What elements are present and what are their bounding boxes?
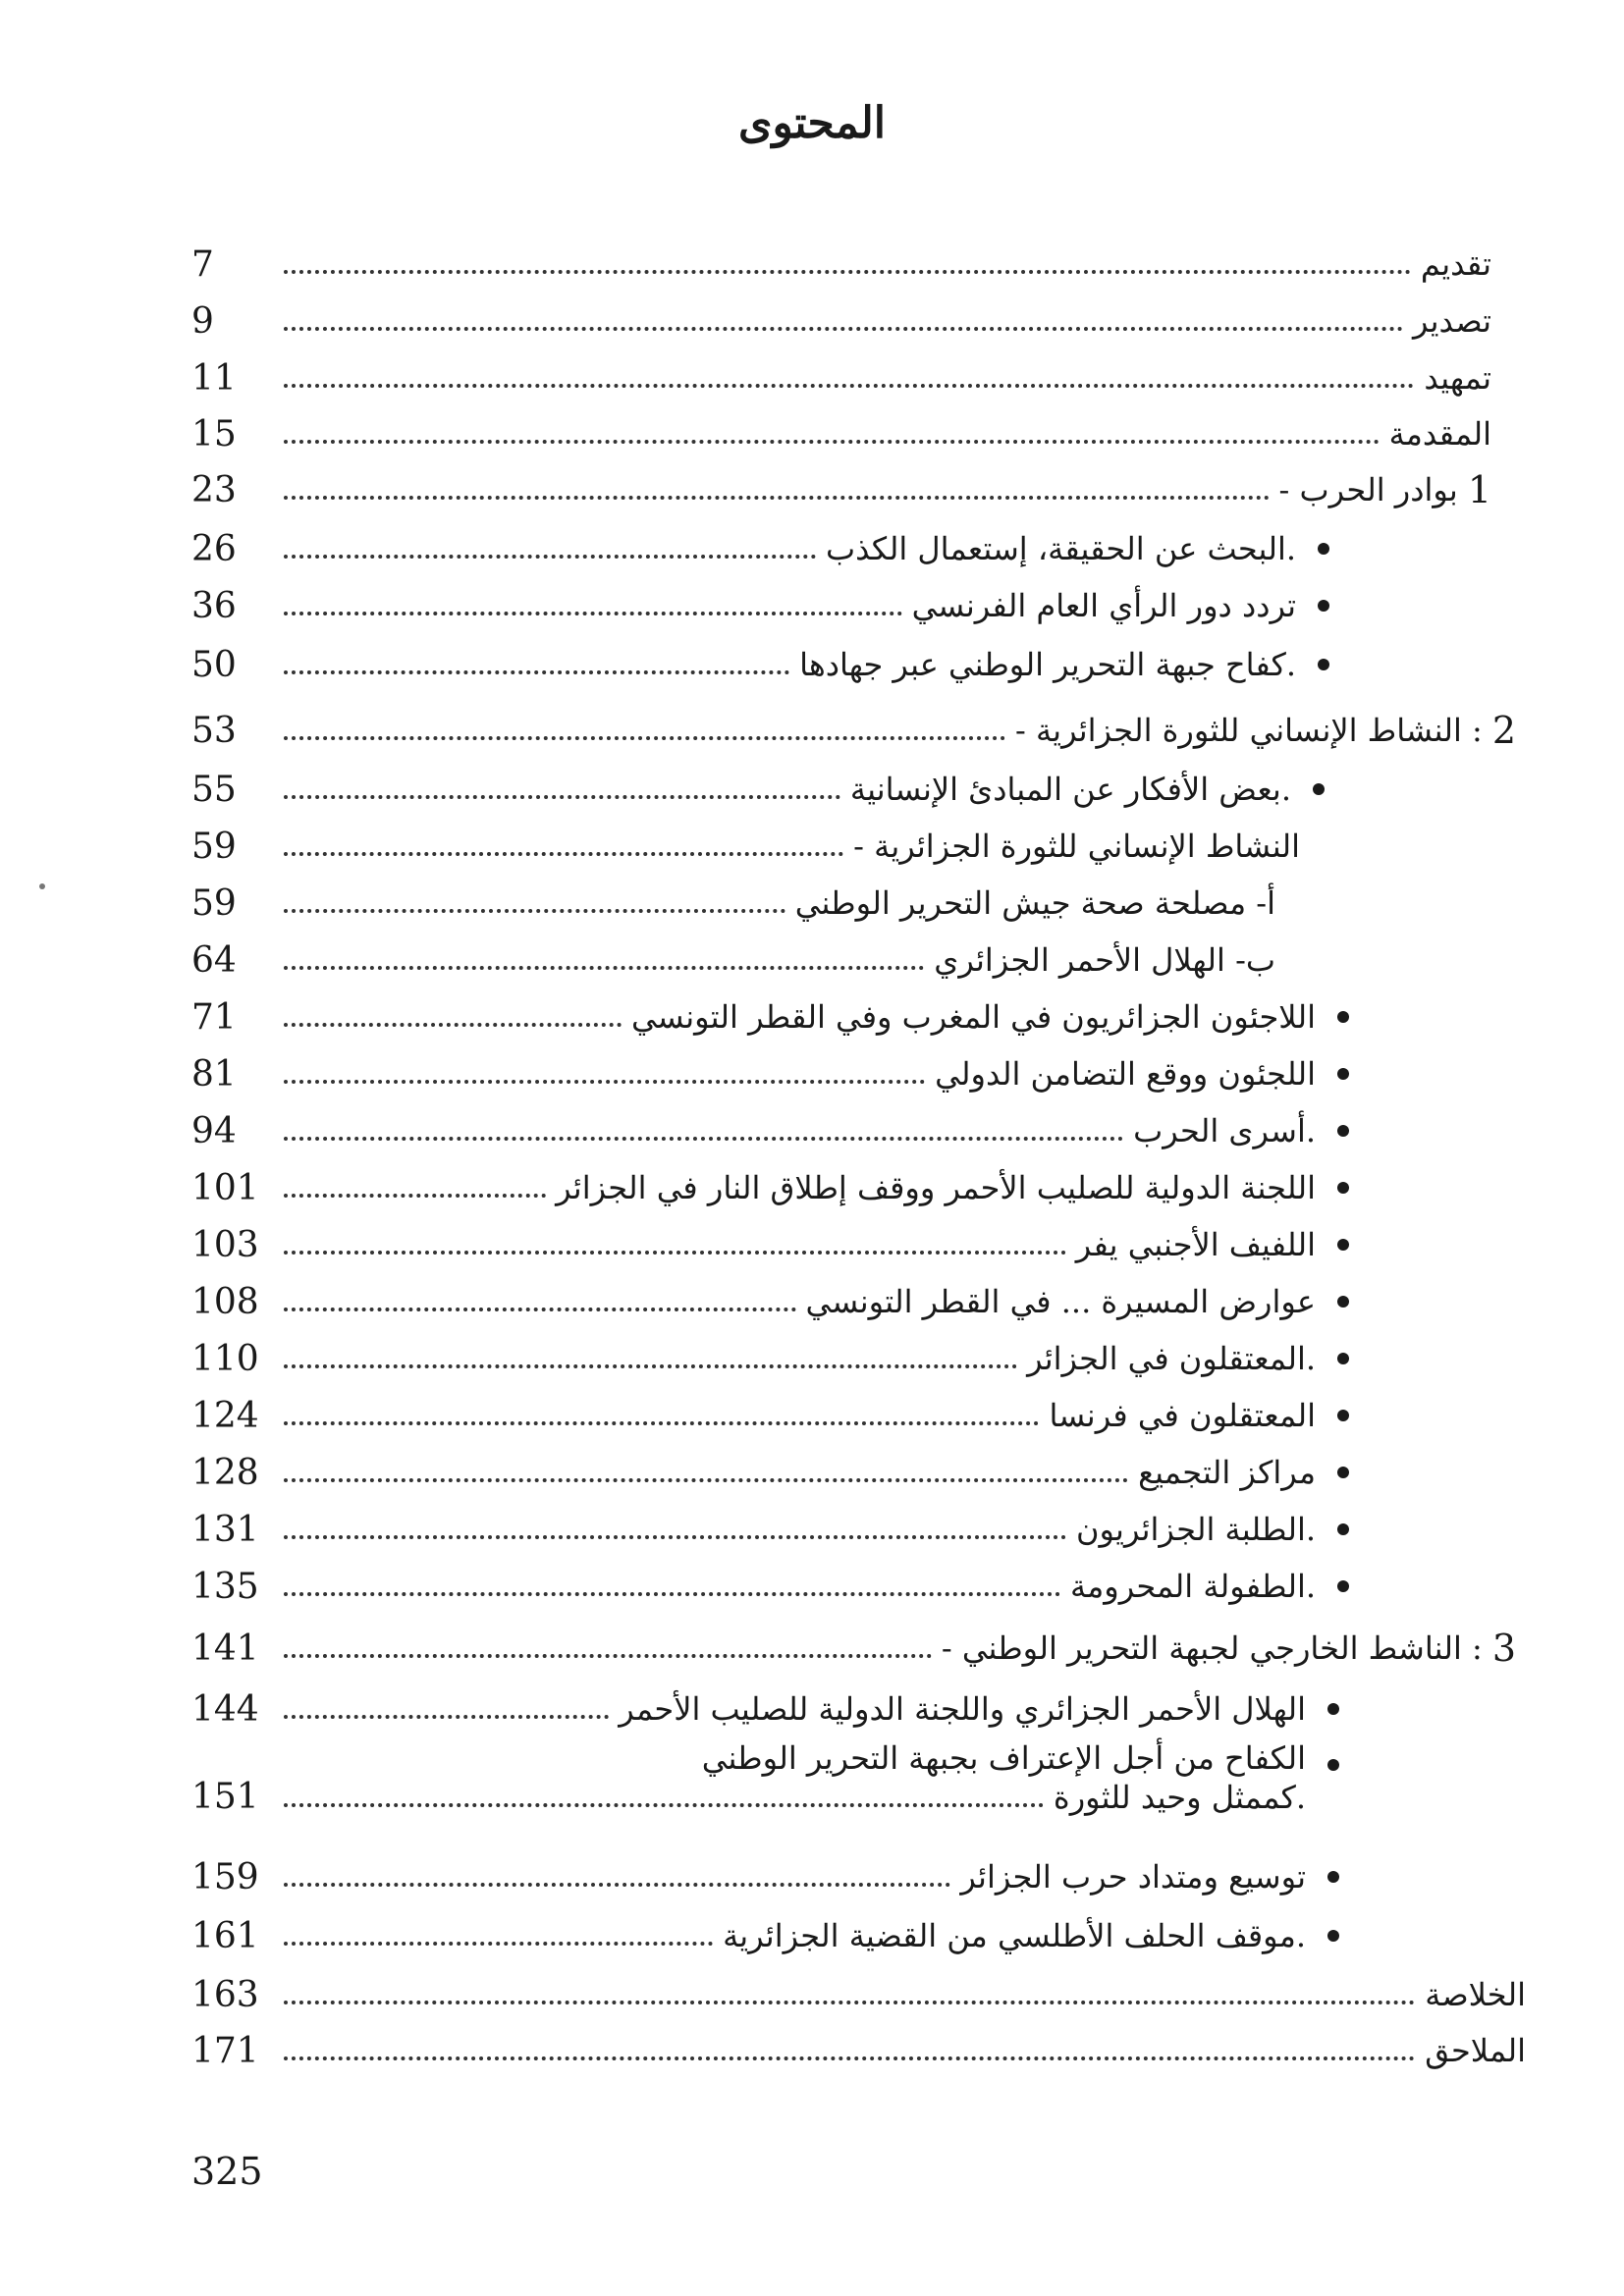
toc-entry-label: موقف الحلف الأطلسي من القضية الجزائرية.: [723, 1917, 1306, 1954]
dot-leader: [284, 795, 840, 799]
toc-entry: [191, 236, 1491, 293]
bullet-icon: [1313, 783, 1325, 795]
toc-entry-label: المعتقلون في فرنسا: [1049, 1397, 1316, 1434]
page-title: المحتوى: [738, 98, 886, 148]
toc-entry-label: - النشاط الإنساني للثورة الجزائرية: [853, 828, 1300, 865]
toc-entry-page: 128: [191, 1452, 259, 1493]
toc-entry-page: 144: [191, 1688, 259, 1730]
toc-entry-page: 15: [191, 413, 237, 454]
dot-leader: [284, 736, 1005, 740]
dot-leader: [284, 1883, 950, 1887]
toc-entry: [191, 293, 1491, 349]
toc-entry-page: 9: [191, 300, 214, 342]
toc-entry: [191, 577, 1329, 634]
toc-entry-label: عوارض المسيرة ... في القطر التونسي: [805, 1283, 1316, 1320]
bullet-icon: [1318, 600, 1329, 612]
toc-entry-label: اللجنة الدولية للصليب الأحمر ووقف إطلاق النار في الجزائر: [556, 1169, 1316, 1206]
dot-leader: [284, 384, 1414, 388]
dot-leader: [284, 270, 1411, 274]
toc-entry-page: 171: [191, 2030, 259, 2071]
toc-entry: [191, 932, 1275, 988]
toc-entry: [191, 520, 1329, 577]
toc-entry-label: اللفيف الأجنبي يفر: [1075, 1226, 1316, 1263]
toc-entry: [191, 1739, 1339, 1834]
toc-entry-label: أ- مصلحة صحة جيش التحرير الوطني: [794, 884, 1275, 922]
dot-leader: [284, 909, 785, 913]
toc-entry: [191, 988, 1349, 1045]
toc-entry-label: تردد دور الرأي العام الفرنسي: [911, 587, 1296, 624]
toc-entry-label: الكفاح من أجل الإعتراف بجبهة التحرير الوطني: [701, 1739, 1306, 1777]
toc-entry: [191, 1907, 1339, 1964]
dot-leader: [284, 1421, 1039, 1425]
toc-entry-label: الخلاصة: [1425, 1976, 1526, 2013]
toc-entry-label: أسرى الحرب.: [1133, 1112, 1316, 1149]
toc-entry: [191, 1387, 1349, 1444]
toc-entry-page: 59: [191, 826, 237, 867]
toc-entry: [191, 636, 1329, 693]
toc-entry-page: 53: [191, 710, 237, 751]
toc-section-heading: [191, 702, 1516, 759]
toc-entry-continuation: [191, 1777, 1306, 1817]
dot-leader: [284, 670, 789, 674]
toc-entry-page: 110: [191, 1338, 259, 1379]
toc-entry-label: توسيع ومتداد حرب الجزائر: [960, 1858, 1306, 1896]
toc-entry-label: - الناشط الخارجي لجبهة التحرير الوطني :: [941, 1629, 1483, 1667]
toc-entry-label: اللاجئون الجزائريون في المغرب وفي القطر التونسي: [630, 998, 1316, 1036]
bullet-icon: [1337, 1125, 1349, 1137]
toc-entry-page: 151: [191, 1777, 259, 1817]
toc-entry-page: 7: [191, 243, 214, 285]
toc-entry-page: 71: [191, 996, 237, 1038]
dot-leader: [284, 1194, 546, 1198]
dot-leader: [284, 1942, 713, 1946]
dot-leader: [284, 1803, 1044, 1807]
bullet-icon: [1337, 1580, 1349, 1592]
page-number: 325: [191, 2150, 263, 2193]
toc-entry-page: 36: [191, 585, 237, 626]
toc-entry: [191, 1159, 1349, 1216]
toc-entry-label: كفاح جبهة التحرير الوطني عبر جهادها.: [799, 646, 1296, 683]
toc-section-heading: [191, 1620, 1516, 1677]
toc-entry: [191, 1273, 1349, 1330]
section-number: 1: [1467, 468, 1491, 511]
toc-entry-label: الملاحق: [1425, 2032, 1526, 2069]
toc-entry: [191, 1102, 1349, 1159]
section-number: 3: [1491, 1627, 1516, 1670]
bullet-icon: [1337, 1182, 1349, 1194]
toc-entry-label: ب- الهلال الأحمر الجزائري: [934, 941, 1275, 979]
bullet-icon: [1337, 1467, 1349, 1478]
toc-entry: [191, 1045, 1349, 1102]
scan-speck: [39, 883, 45, 889]
bullet-icon: [1318, 659, 1329, 670]
bullet-icon: [1327, 1871, 1339, 1883]
bullet-icon: [1337, 1353, 1349, 1364]
toc-entry-label: الهلال الأحمر الجزائري واللجنة الدولية للصليب الأحمر: [619, 1690, 1306, 1728]
toc-entry: [191, 1444, 1349, 1501]
toc-entry-page: 163: [191, 1974, 259, 2015]
toc-entry-page: 23: [191, 469, 237, 510]
bullet-icon: [1337, 1296, 1349, 1308]
toc-entry-label: تقديم: [1420, 245, 1491, 283]
toc-entry: [191, 1558, 1349, 1615]
dot-leader: [284, 2056, 1415, 2060]
bullet-icon: [1327, 1930, 1339, 1942]
dot-leader: [284, 966, 924, 970]
toc-entry-page: 64: [191, 939, 237, 981]
toc-entry-page: 131: [191, 1509, 259, 1550]
toc-entry-label: الطفولة المحرومة.: [1069, 1568, 1316, 1605]
section-number: 2: [1491, 709, 1516, 752]
dot-leader: [284, 612, 902, 615]
toc-entry-label: الطلبة الجزائريون.: [1076, 1511, 1316, 1548]
dot-leader: [284, 1251, 1066, 1255]
dot-leader: [284, 1654, 932, 1658]
toc-entry-page: 11: [191, 357, 237, 399]
toc-entry-page: 141: [191, 1628, 259, 1669]
toc-section-heading: [191, 461, 1491, 518]
dot-leader: [284, 1592, 1060, 1596]
dot-leader: [284, 440, 1380, 444]
dot-leader: [284, 852, 843, 856]
toc-entry-page: 101: [191, 1167, 259, 1208]
toc-entry-page: 81: [191, 1053, 237, 1095]
toc-entry-page: 108: [191, 1281, 259, 1322]
dot-leader: [284, 1308, 796, 1311]
toc-entry-page: 159: [191, 1856, 259, 1897]
toc-entry: [191, 1681, 1339, 1737]
bullet-icon: [1337, 1410, 1349, 1421]
toc-entry-multiline: [191, 1739, 1306, 1817]
toc-entry: [191, 1966, 1526, 2023]
toc-entry: [191, 761, 1325, 818]
toc-entry: [191, 818, 1300, 875]
toc-entry-label: - بوادر الحرب: [1278, 471, 1458, 508]
toc-entry-page: 124: [191, 1395, 259, 1436]
bullet-icon: [1337, 1011, 1349, 1023]
toc-entry-label: المقدمة: [1388, 415, 1491, 453]
dot-leader: [284, 555, 816, 559]
toc-entry-page: 103: [191, 1224, 259, 1265]
toc-entry-label: البحث عن الحقيقة، إستعمال الكذب.: [825, 530, 1296, 567]
toc-entry-label: تصدير: [1412, 302, 1491, 340]
toc-entry-page: 135: [191, 1566, 259, 1607]
toc-entry: [191, 875, 1275, 932]
toc-entry-page: 59: [191, 882, 237, 924]
toc-entry: [191, 1501, 1349, 1558]
toc-entry-label-line2: كممثل وحيد للثورة.: [1053, 1778, 1306, 1816]
dot-leader: [284, 496, 1270, 500]
toc-entry: [191, 1848, 1339, 1905]
dot-leader: [284, 1715, 609, 1719]
toc-entry-label: اللجئون ووقع التضامن الدولي: [935, 1055, 1316, 1093]
dot-leader: [284, 1364, 1017, 1368]
bullet-icon: [1327, 1759, 1339, 1771]
toc-entry-label: مراكز التجميع: [1138, 1454, 1316, 1491]
toc-entry-label: المعتقلون في الجزائر.: [1027, 1340, 1316, 1377]
toc-entry-page: 161: [191, 1915, 259, 1956]
bullet-icon: [1337, 1068, 1349, 1080]
dot-leader: [284, 1023, 622, 1027]
toc-entry-label: تمهيد: [1424, 359, 1491, 397]
dot-leader: [284, 1535, 1066, 1539]
bullet-icon: [1337, 1523, 1349, 1535]
toc-entry: [191, 1216, 1349, 1273]
dot-leader: [284, 2001, 1415, 2004]
toc-entry: [191, 1330, 1349, 1387]
toc-entry-page: 55: [191, 769, 237, 810]
toc-entry-page: 50: [191, 644, 237, 685]
toc-entry-label: - النشاط الإنساني للثورة الجزائرية :: [1015, 712, 1483, 749]
toc-entry-page: 94: [191, 1110, 237, 1151]
dot-leader: [284, 1478, 1128, 1482]
toc-entry: [191, 349, 1491, 406]
bullet-icon: [1337, 1239, 1349, 1251]
dot-leader: [284, 1080, 925, 1084]
dot-leader: [284, 327, 1403, 331]
toc-entry: [191, 405, 1491, 462]
bullet-icon: [1318, 543, 1329, 555]
dot-leader: [284, 1137, 1123, 1141]
toc-entry-page: 26: [191, 528, 237, 569]
toc-entry: [191, 2022, 1526, 2079]
bullet-icon: [1327, 1703, 1339, 1715]
toc-entry-label: بعض الأفكار عن المبادئ الإنسانية.: [849, 771, 1291, 808]
